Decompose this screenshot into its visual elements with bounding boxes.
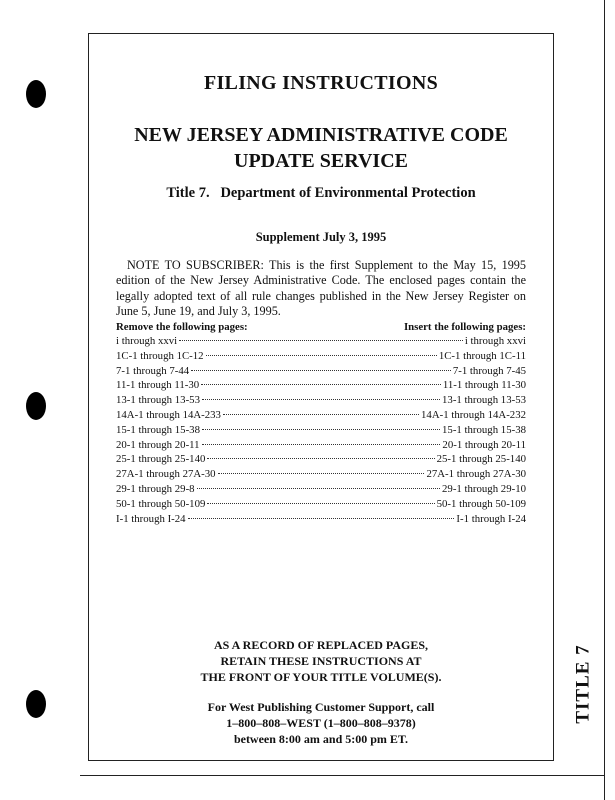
page-title: FILING INSTRUCTIONS [203, 72, 439, 94]
insert-pages: 50-1 through 50-109 [436, 497, 526, 510]
remove-pages: I-1 through I-24 [116, 512, 186, 525]
leader-dots [201, 384, 441, 385]
insert-pages: 1C-1 through 1C-11 [438, 349, 526, 362]
insert-pages: 20-1 through 20-11 [442, 438, 526, 451]
table-row [116, 378, 526, 393]
table-row [116, 497, 526, 512]
leader-dots [202, 444, 441, 445]
department-subtitle: Title 7. Department of Environmental Protection [166, 185, 476, 201]
leader-dots [202, 429, 440, 430]
support-line-2: 1–800–808–WEST (1–800–808–9378) [226, 716, 416, 730]
table-row [116, 467, 526, 482]
table-row [116, 452, 526, 467]
subscriber-note: NOTE TO SUBSCRIBER: This is the first Supplement to the May 15, 1995 edition of the New Jersey Administrative Code. The enclosed pages contain the legally adopted text of all rule changes published in the New Jersey Register on June 5, June 19, and July 3, 1995. [116, 258, 526, 318]
insert-pages: 27A-1 through 27A-30 [426, 468, 526, 481]
table-row [116, 334, 526, 349]
table-row [116, 408, 526, 423]
remove-pages: 25-1 through 25-140 [116, 453, 206, 466]
insert-pages: 25-1 through 25-140 [436, 453, 526, 466]
remove-pages: 13-1 through 13-53 [116, 394, 200, 407]
leader-dots [207, 458, 434, 459]
supplement-date: Supplement July 3, 1995 [255, 230, 387, 244]
support-line-1: For West Publishing Customer Support, call [207, 700, 435, 714]
remove-pages: 1C-1 through 1C-12 [116, 349, 204, 362]
leader-dots [197, 488, 440, 489]
support-info [89, 699, 553, 747]
insert-header: Insert the following pages: [403, 321, 526, 333]
remove-pages: 20-1 through 20-11 [116, 438, 200, 451]
leader-dots [188, 518, 455, 519]
insert-pages: 7-1 through 7-45 [452, 364, 526, 377]
code-title [89, 122, 553, 174]
table-header [116, 320, 526, 334]
remove-pages: 29-1 through 29-8 [116, 482, 195, 495]
table-row [116, 364, 526, 379]
remove-pages: 27A-1 through 27A-30 [116, 468, 216, 481]
remove-pages: i through xxvi [116, 335, 178, 347]
remove-pages: 11-1 through 11-30 [116, 379, 200, 392]
insert-pages: 15-1 through 15-38 [442, 423, 526, 436]
record-notice-line-2: RETAIN THESE INSTRUCTIONS AT [220, 654, 422, 668]
code-title-line-1: NEW JERSEY ADMINISTRATIVE CODE [134, 124, 508, 146]
leader-dots [202, 399, 440, 400]
insert-pages: 14A-1 through 14A-232 [421, 408, 526, 421]
insert-pages: 29-1 through 29-10 [442, 482, 526, 495]
table-row [116, 482, 526, 497]
remove-header: Remove the following pages: [116, 321, 248, 333]
record-notice-line-3: THE FRONT OF YOUR TITLE VOLUME(S). [200, 670, 442, 684]
insert-pages: i through xxvi [464, 335, 526, 347]
document-frame [88, 33, 594, 761]
leader-dots [179, 340, 463, 341]
page-bottom-edge [80, 775, 605, 776]
record-notice [89, 637, 553, 685]
remove-pages: 7-1 through 7-44 [116, 364, 190, 377]
insert-pages: 13-1 through 13-53 [442, 394, 526, 407]
code-title-line-2: UPDATE SERVICE [234, 150, 408, 172]
table-row [116, 438, 526, 453]
punch-hole-top [26, 80, 46, 108]
support-line-3: between 8:00 am and 5:00 pm ET. [233, 732, 409, 746]
table-rows [116, 334, 526, 526]
insert-pages: I-1 through I-24 [456, 512, 526, 525]
punch-hole-middle [26, 392, 46, 420]
remove-pages: 14A-1 through 14A-233 [116, 408, 221, 421]
leader-dots [191, 370, 451, 371]
remove-pages: 15-1 through 15-38 [116, 423, 200, 436]
insert-pages: 11-1 through 11-30 [442, 379, 526, 392]
table-row [116, 349, 526, 364]
punch-hole-bottom [26, 690, 46, 718]
title-tab [559, 634, 609, 734]
leader-dots [207, 503, 434, 504]
table-row [116, 423, 526, 438]
leader-dots [206, 355, 437, 356]
title-tab-label: TITLE 7 [573, 644, 594, 724]
remove-pages: 50-1 through 50-109 [116, 497, 206, 510]
leader-dots [223, 414, 419, 415]
pages-table [116, 320, 526, 526]
leader-dots [218, 473, 425, 474]
record-notice-line-1: AS A RECORD OF REPLACED PAGES, [213, 638, 429, 652]
table-row [116, 393, 526, 408]
table-row [116, 512, 526, 527]
